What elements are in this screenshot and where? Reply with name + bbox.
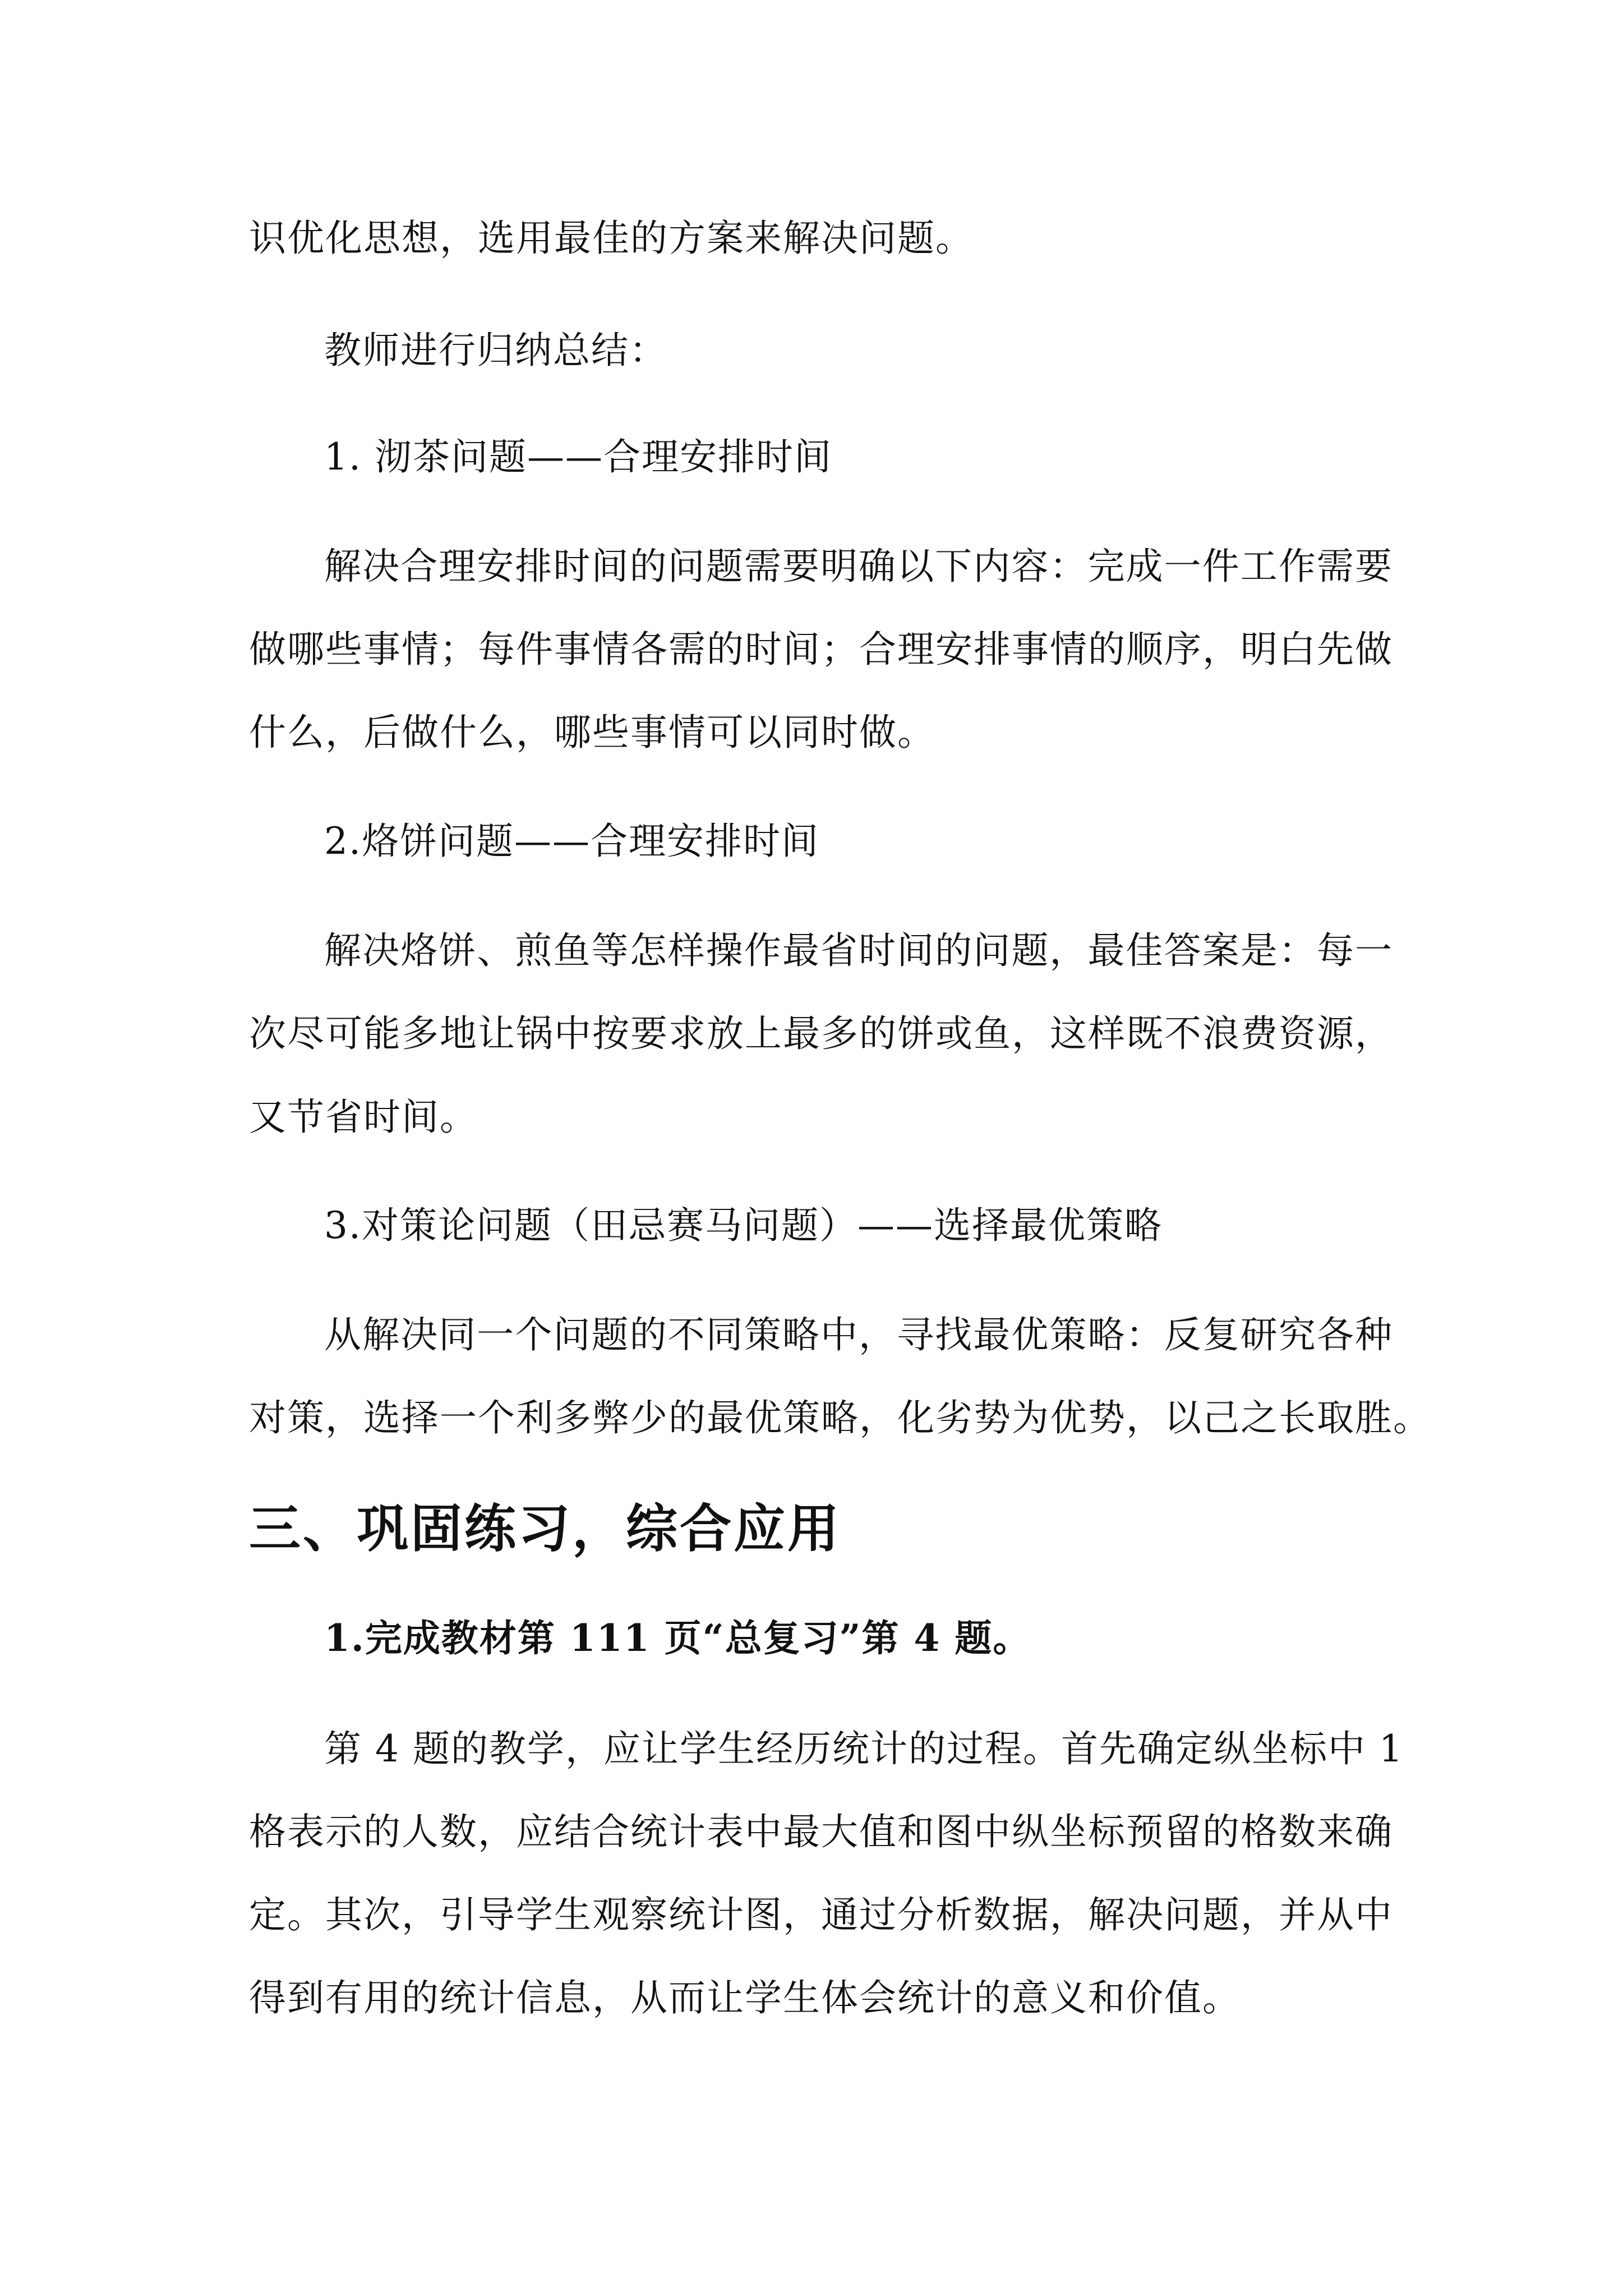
item1-title: 1. 沏茶问题——合理安排时间 xyxy=(324,435,832,478)
item2-body-line: 次尽可能多地让锅中按要求放上最多的饼或鱼，这样既不浪费资源， xyxy=(249,1012,1393,1055)
paragraph-continuation: 识优化思想，选用最佳的方案来解决问题。 xyxy=(249,217,974,260)
exercise1-title: 1.完成教材第 111 页“总复习”第 4 题。 xyxy=(324,1616,1031,1660)
item2-body-line: 解决烙饼、煎鱼等怎样操作最省时间的问题，最佳答案是：每一 xyxy=(324,929,1393,972)
item1-body-line: 做哪些事情；每件事情各需的时间；合理安排事情的顺序，明白先做 xyxy=(249,628,1393,671)
exercise1-body-line: 得到有用的统计信息，从而让学生体会统计的意义和价值。 xyxy=(249,1976,1241,2019)
exercise1-body-line: 第 4 题的教学，应让学生经历统计的过程。首先确定纵坐标中 1 xyxy=(324,1727,1404,1770)
item2-body-line: 又节省时间。 xyxy=(249,1096,478,1139)
item3-title: 3.对策论问题（田忌赛马问题）——选择最优策略 xyxy=(324,1204,1163,1247)
item2-title: 2.烙饼问题——合理安排时间 xyxy=(324,820,819,863)
summary-intro: 教师进行归纳总结： xyxy=(324,329,667,372)
exercise1-body-line: 格表示的人数，应结合统计表中最大值和图中纵坐标预留的格数来确 xyxy=(249,1810,1393,1853)
section-heading: 三、巩固练习，综合应用 xyxy=(249,1498,842,1559)
item3-body-line: 从解决同一个问题的不同策略中，寻找最优策略：反复研究各种 xyxy=(324,1313,1393,1356)
item1-body-line: 什么，后做什么，哪些事情可以同时做。 xyxy=(249,711,935,754)
item3-body-line: 对策，选择一个利多弊少的最优策略，化劣势为优势，以己之长取胜。 xyxy=(249,1396,1431,1439)
item1-body-line: 解决合理安排时间的问题需要明确以下内容：完成一件工作需要 xyxy=(324,545,1393,588)
exercise1-body-line: 定。其次，引导学生观察统计图，通过分析数据，解决问题，并从中 xyxy=(249,1893,1393,1936)
